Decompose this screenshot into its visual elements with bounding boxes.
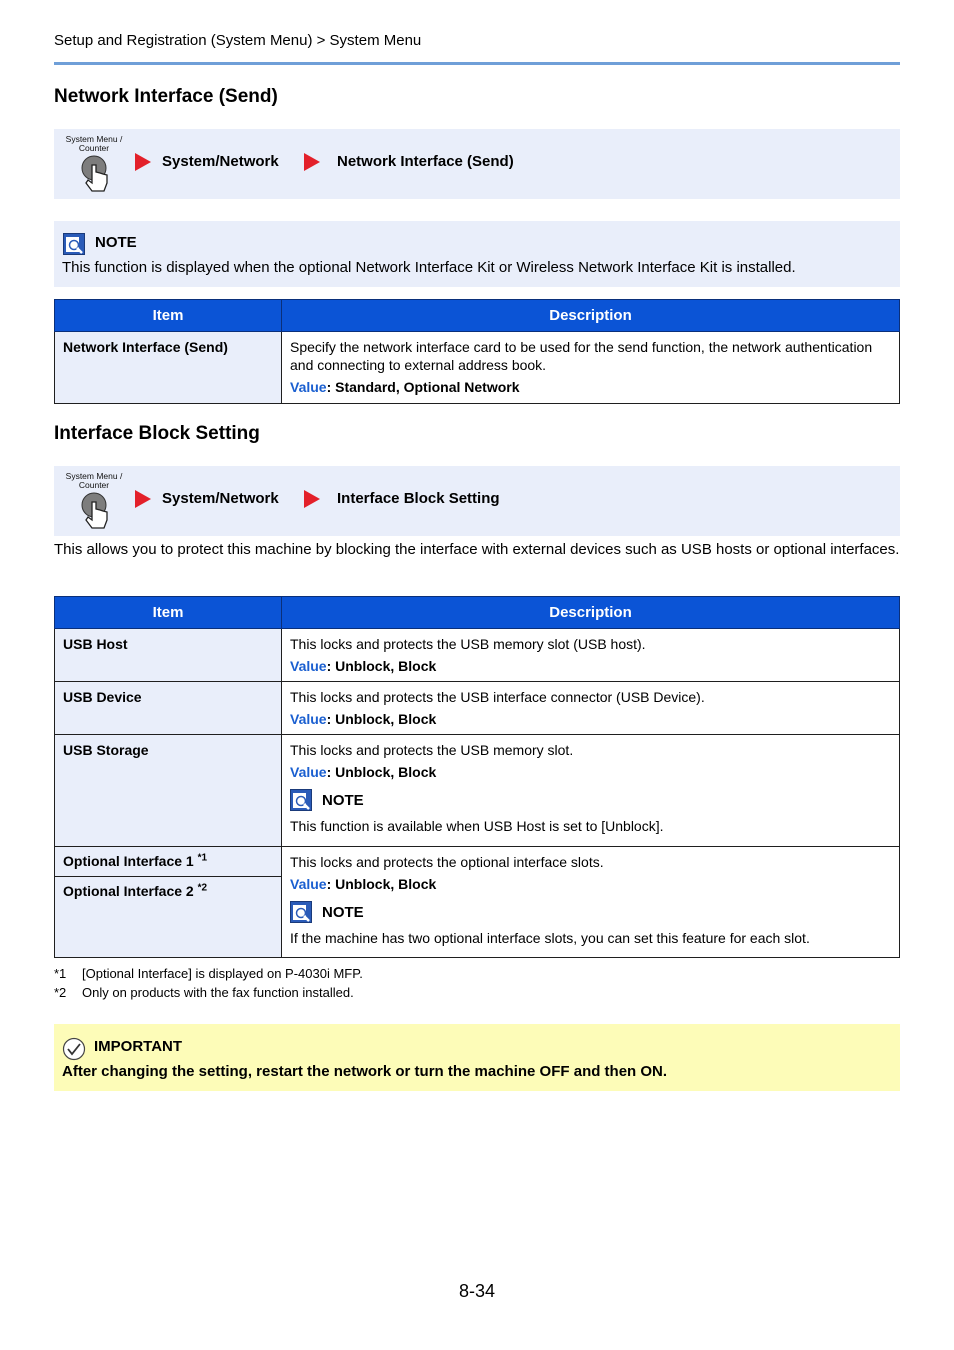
column-header-item: Item: [55, 597, 282, 629]
checkmark-icon: [62, 1037, 86, 1061]
footnote-mark: *2: [54, 985, 67, 1000]
value-options: : Unblock, Block: [326, 876, 437, 892]
nav-arrow-icon: [304, 153, 320, 171]
row-item: USB Host: [55, 629, 282, 682]
system-menu-key-label: System Menu / Counter: [65, 134, 123, 153]
important-title: IMPORTANT: [94, 1038, 183, 1055]
note-title: NOTE: [95, 234, 137, 251]
footnotes: [54, 964, 363, 1002]
intro-paragraph: This allows you to protect this machine by blocking the interface with external devices such as USB hosts or optional interfaces.: [54, 541, 900, 558]
network-interface-table: [54, 299, 900, 404]
section-title-interface-block-setting: Interface Block Setting: [54, 423, 260, 444]
note-text: If the machine has two optional interface slots, you can set this feature for each slot.: [290, 930, 810, 946]
value-line: [290, 763, 891, 781]
note-title: NOTE: [322, 904, 364, 921]
footnote: [54, 983, 363, 1002]
row-description: [282, 332, 900, 404]
footnote: [54, 964, 363, 983]
nav-step-system-network: System/Network: [162, 490, 279, 507]
page-number: 8-34: [458, 1281, 496, 1301]
row-item: [55, 877, 282, 958]
value-options: : Unblock, Block: [326, 764, 437, 780]
description-text: This locks and protects the USB interface connector (USB Device).: [290, 689, 705, 705]
table-header-row: [55, 597, 900, 629]
footnote-text: Only on products with the fax function installed.: [82, 985, 354, 1000]
footnote-ref: *2: [197, 882, 208, 894]
note-title: NOTE: [322, 792, 364, 809]
interface-block-table: [54, 596, 900, 958]
system-menu-button-icon: [80, 492, 110, 534]
row-item: USB Device: [55, 682, 282, 735]
value-options: : Standard, Optional Network: [326, 379, 520, 395]
note-icon: [63, 233, 85, 255]
note-icon: [290, 901, 312, 923]
value-label: Value: [290, 764, 327, 780]
footnote-text: [Optional Interface] is displayed on P-4030i MFP.: [82, 966, 363, 981]
header-breadcrumb: Setup and Registration (System Menu) > System Menu: [54, 32, 422, 49]
value-line: [290, 378, 891, 396]
column-header-description: Description: [282, 597, 900, 629]
row-item: Network Interface (Send): [55, 332, 282, 404]
nav-arrow-icon: [135, 490, 151, 508]
row-item: [55, 847, 282, 877]
row-description: [282, 629, 900, 682]
value-line: [290, 710, 891, 728]
note-text: This function is displayed when the optional Network Interface Kit or Wireless Network Interface Kit is installed.: [62, 259, 796, 276]
description-text: This locks and protects the USB memory slot.: [290, 742, 574, 758]
table-row: [55, 629, 900, 682]
navigation-path-box: [54, 129, 900, 199]
value-label: Value: [290, 658, 327, 674]
table-row: [55, 332, 900, 404]
table-header-row: [55, 300, 900, 332]
table-row: [55, 735, 900, 847]
system-menu-button-icon: [80, 155, 110, 197]
description-text: Specify the network interface card to be used for the send function, the network authentication and connecting to external address book.: [290, 339, 873, 373]
nav-step-system-network: System/Network: [162, 153, 279, 170]
column-header-description: Description: [282, 300, 900, 332]
item-label: Optional Interface 1: [63, 853, 194, 869]
value-label: Value: [290, 379, 327, 395]
system-menu-key-label: System Menu / Counter: [65, 471, 123, 490]
table-row: [55, 847, 900, 877]
value-label: Value: [290, 711, 327, 727]
nav-arrow-icon: [135, 153, 151, 171]
important-box: [54, 1024, 900, 1091]
nav-arrow-icon: [304, 490, 320, 508]
column-header-item: Item: [55, 300, 282, 332]
value-options: : Unblock, Block: [326, 711, 437, 727]
inline-note: [290, 789, 891, 813]
important-text: After changing the setting, restart the network or turn the machine OFF and then ON.: [62, 1063, 668, 1080]
value-label: Value: [290, 876, 327, 892]
value-options: : Unblock, Block: [326, 658, 437, 674]
note-text: This function is available when USB Host is set to [Unblock].: [290, 818, 664, 834]
inline-note: [290, 901, 891, 925]
description-text: This locks and protects the USB memory slot (USB host).: [290, 636, 646, 652]
row-description: [282, 682, 900, 735]
table-row: [55, 682, 900, 735]
note-box: [54, 221, 900, 287]
nav-step-interface-block-setting: Interface Block Setting: [337, 490, 500, 507]
note-icon: [290, 789, 312, 811]
page-header: [54, 32, 900, 65]
footnote-mark: *1: [54, 966, 67, 981]
nav-step-network-interface-send: Network Interface (Send): [337, 153, 514, 170]
footnote-ref: *1: [197, 852, 208, 864]
value-line: [290, 657, 891, 675]
description-text: This locks and protects the optional interface slots.: [290, 854, 604, 870]
navigation-path-box: [54, 466, 900, 536]
row-description: [282, 847, 900, 958]
row-description: [282, 735, 900, 847]
section-title-network-interface-send: Network Interface (Send): [54, 86, 278, 107]
value-line: [290, 875, 891, 893]
row-item: USB Storage: [55, 735, 282, 847]
item-label: Optional Interface 2: [63, 883, 194, 899]
